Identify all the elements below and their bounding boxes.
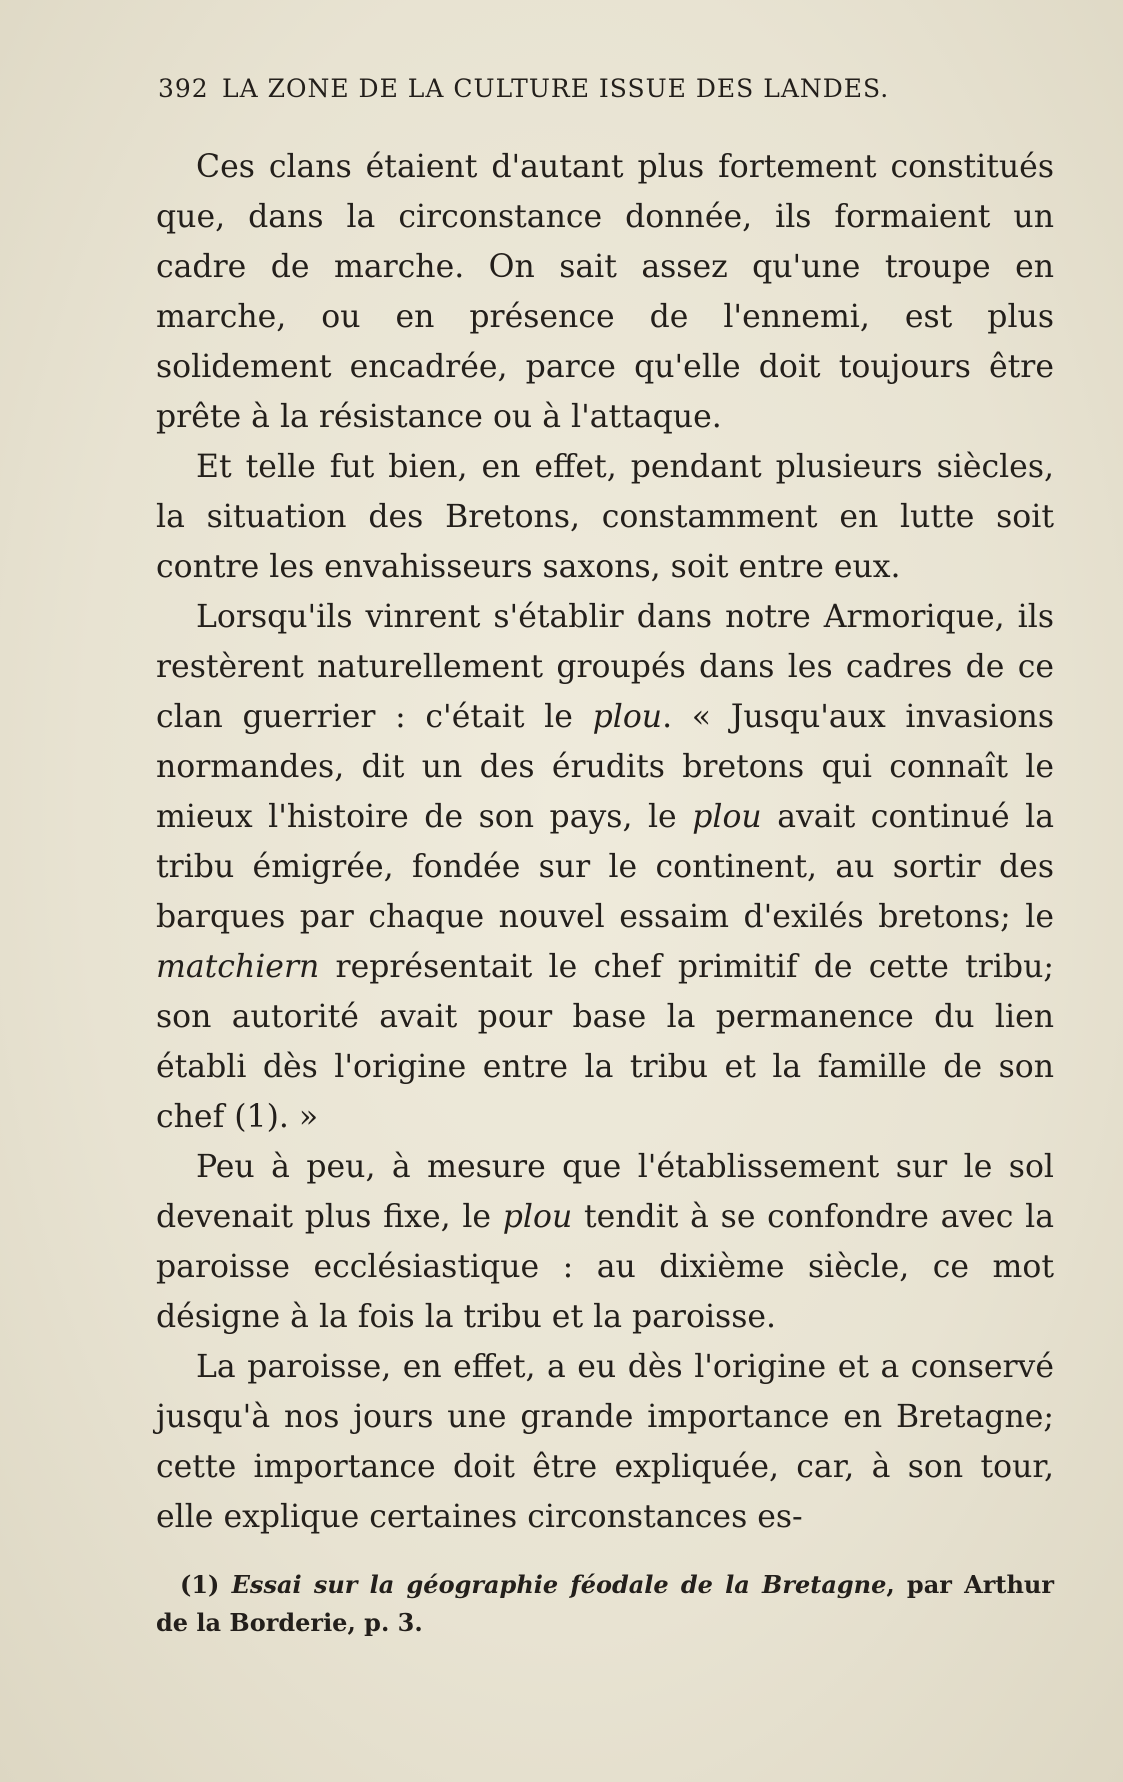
italic-term: plou xyxy=(692,799,762,835)
text-run: Lorsqu'ils vinrent s'établir dans notre Armorique, ils restèrent naturellement groupés dans les cadres de ce clan guerrier : c'était le xyxy=(156,599,1054,735)
italic-term: plou xyxy=(502,1199,573,1235)
text-run: Peu à peu, à mesure que l'établissement sur le sol devenait plus fixe, le xyxy=(156,1149,1054,1235)
text-run: Et telle fut bien, en effet, pendant plusieurs siècles, la situation des Bretons, constamment en lutte soit contre les envahisseurs saxons, soit entre eux. xyxy=(156,449,1054,585)
paragraph xyxy=(156,1142,1054,1342)
paragraph xyxy=(156,142,1054,442)
italic-term: matchiern xyxy=(156,949,320,985)
footnote-mark: (1) xyxy=(180,1570,220,1599)
footnote-citation: , par Arthur de la Borderie, p. 3. xyxy=(156,1570,1055,1637)
running-title: LA ZONE DE LA CULTURE ISSUE DES LANDES. xyxy=(222,74,890,103)
text-run: . « Jusqu'aux invasions normandes, dit un des érudits bretons qui connaît le mieux l'histoire de son pays, le xyxy=(156,699,1054,835)
running-header xyxy=(158,74,978,103)
text-run: Ces clans étaient d'autant plus fortement constitués que, dans la circonstance donnée, ils formaient un cadre de marche. On sait assez qu'une troupe en marche, ou en présence de l'ennemi, est plus solidement encadrée, parce qu'elle doit toujours être prête à la résistance ou à l'attaque. xyxy=(156,149,1054,435)
text-run: La paroisse, en effet, a eu dès l'origine et a conservé jusqu'à nos jours une grande importance en Bretagne; cette importance doit être expliquée, car, à son tour, elle explique certaines circonstances es- xyxy=(156,1349,1054,1535)
paragraph xyxy=(156,442,1054,592)
footnote-title: Essai sur la géographie féodale de la Bretagne xyxy=(231,1570,887,1599)
text-run: représentait le chef primitif de cette tribu; son autorité avait pour base la permanence du lien établi dès l'origine entre la tribu et la famille de son chef (1). » xyxy=(156,949,1054,1135)
text-run: avait continué la tribu émigrée, fondée sur le continent, au sortir des barques par chaque nouvel essaim d'exilés bretons; le xyxy=(156,799,1055,935)
text-run: tendit à se confondre avec la paroisse ecclésiastique : au dixième siècle, ce mot désigne à la fois la tribu et la paroisse. xyxy=(156,1199,1054,1335)
italic-term: plou xyxy=(592,699,663,735)
body-text xyxy=(156,142,1054,1542)
page-number: 392 xyxy=(158,74,209,103)
paragraph xyxy=(156,592,1054,1142)
paragraph xyxy=(156,1342,1054,1542)
footnote xyxy=(156,1566,1054,1642)
